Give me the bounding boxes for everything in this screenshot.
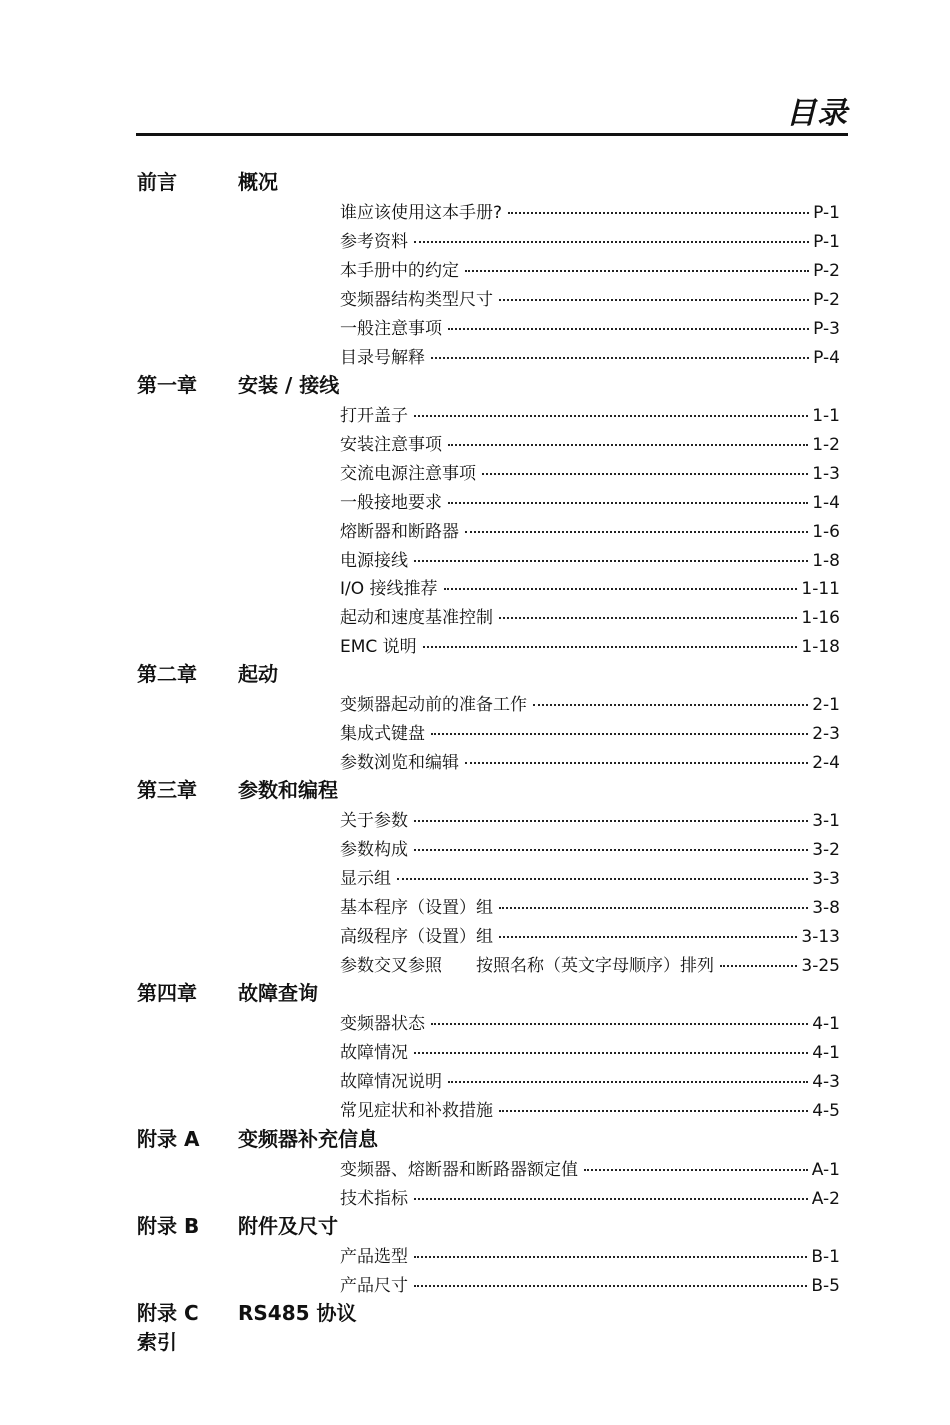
dot-leader: [423, 646, 798, 648]
toc-entry-page: P-2: [813, 289, 840, 310]
toc-entry-title: 参考资料: [340, 231, 408, 252]
toc-entry[interactable]: [340, 401, 840, 425]
toc-entry-title: 一般接地要求: [340, 492, 442, 513]
section-label: 第三章: [137, 778, 197, 802]
dot-leader: [414, 241, 809, 243]
toc-entry-title: 关于参数: [340, 811, 408, 831]
toc-entry-title: 电源接线: [340, 550, 408, 571]
dot-leader: [397, 878, 808, 880]
toc-entry[interactable]: [340, 632, 840, 656]
toc-entry-page: 3-1: [812, 811, 840, 831]
page-title: 目录: [786, 96, 848, 131]
dot-leader: [465, 531, 808, 533]
toc-entry-title: 产品选型: [340, 1247, 408, 1267]
toc-entry-title: 变频器、熔断器和断路器额定值: [340, 1160, 578, 1180]
toc-entry[interactable]: [340, 546, 840, 570]
dot-leader: [720, 965, 797, 967]
toc-entry-title: 起动和速度基准控制: [340, 608, 493, 629]
toc-entry-page: 1-11: [801, 579, 840, 600]
toc-entry-page: 3-25: [801, 955, 840, 976]
dot-leader: [499, 936, 797, 938]
toc-entry-title: 本手册中的约定: [340, 260, 459, 281]
section-header: [0, 658, 950, 686]
dot-leader: [533, 704, 808, 706]
section-header: [0, 977, 950, 1005]
dot-leader: [414, 849, 808, 851]
toc-entry-page: 1-8: [812, 550, 840, 571]
toc-entry-page: P-2: [813, 260, 840, 281]
section-label: 第一章: [137, 373, 197, 397]
toc-entry[interactable]: [340, 864, 840, 888]
dot-leader: [508, 212, 809, 214]
toc-entry[interactable]: [340, 1155, 840, 1179]
dot-leader: [414, 560, 808, 562]
toc-entry[interactable]: [340, 951, 840, 975]
dot-leader: [414, 820, 808, 822]
dot-leader: [465, 270, 809, 272]
section-label: 附录 C: [137, 1301, 199, 1325]
section-header: [0, 1326, 950, 1354]
toc-entry-page: 1-3: [812, 463, 840, 484]
toc-entry[interactable]: [340, 922, 840, 946]
section-title: 故障查询: [238, 981, 318, 1005]
toc-entry-title: 参数构成: [340, 839, 408, 860]
dot-leader: [482, 473, 808, 475]
section-title: 参数和编程: [238, 778, 338, 802]
toc-entry-title: 打开盖子: [340, 406, 408, 426]
section-label: 附录 B: [137, 1214, 200, 1238]
toc-entry[interactable]: [340, 1009, 840, 1033]
toc-entry[interactable]: [340, 835, 840, 859]
dot-leader: [414, 1052, 808, 1054]
dot-leader: [431, 357, 809, 359]
toc-entry-title: 显示组: [340, 868, 391, 889]
toc-entry-page: B-5: [811, 1275, 840, 1296]
toc-entry-title: 参数浏览和编辑: [340, 752, 459, 773]
toc-entry[interactable]: [340, 1271, 840, 1295]
toc-entry-title: 安装注意事项: [340, 434, 442, 455]
toc-entry-title: 故障情况说明: [340, 1071, 442, 1092]
section-header: [0, 1123, 950, 1151]
toc-entry-page: B-1: [811, 1247, 840, 1267]
dot-leader: [431, 733, 808, 735]
toc-entry-page: 4-1: [812, 1014, 840, 1034]
dot-leader: [448, 444, 808, 446]
toc-entry-page: 4-3: [812, 1071, 840, 1092]
toc-entry-page: 1-18: [801, 637, 840, 658]
toc-entry[interactable]: [340, 488, 840, 512]
toc-entry-title: 产品尺寸: [340, 1275, 408, 1296]
toc-entry-title: 熔断器和断路器: [340, 521, 459, 542]
toc-entry-page: 3-13: [801, 926, 840, 947]
dot-leader: [431, 1023, 808, 1025]
toc-entry-page: 4-5: [812, 1100, 840, 1121]
toc-entry[interactable]: [340, 1067, 840, 1091]
toc-entry[interactable]: [340, 227, 840, 251]
toc-entry-page: P-1: [813, 203, 840, 223]
toc-entry[interactable]: [340, 1184, 840, 1208]
dot-leader: [499, 1110, 808, 1112]
toc-entry[interactable]: [340, 314, 840, 338]
toc-entry-title: 常见症状和补救措施: [340, 1100, 493, 1121]
toc-entry[interactable]: [340, 1096, 840, 1120]
dot-leader: [414, 1198, 808, 1200]
toc-entry-page: A-2: [811, 1188, 840, 1209]
section-header: [0, 166, 950, 194]
toc-entry-title: 交流电源注意事项: [340, 463, 476, 484]
toc-entry-page: P-3: [813, 318, 840, 339]
toc-entry-page: P-1: [813, 231, 840, 252]
section-header: [0, 369, 950, 397]
dot-leader: [414, 415, 808, 417]
dot-leader: [414, 1256, 807, 1258]
toc-entry[interactable]: [340, 343, 840, 367]
toc-entry-title: 变频器结构类型尺寸: [340, 289, 493, 310]
toc-entry-title: 集成式键盘: [340, 723, 425, 744]
section-title: 概况: [238, 170, 278, 194]
toc-entry-page: 1-6: [812, 521, 840, 542]
toc-entry[interactable]: [340, 285, 840, 309]
toc-entry[interactable]: [340, 517, 840, 541]
dot-leader: [584, 1169, 808, 1171]
toc-entry-page: 2-4: [812, 752, 840, 773]
toc-entry-title: 高级程序（设置）组: [340, 926, 493, 947]
toc-entry[interactable]: [340, 1038, 840, 1062]
toc-entry-title: 一般注意事项: [340, 318, 442, 339]
toc-entry[interactable]: [340, 198, 840, 222]
toc-entry-page: 1-16: [801, 608, 840, 629]
toc-entry-title: 基本程序（设置）组: [340, 897, 493, 918]
toc-entry[interactable]: [340, 256, 840, 280]
toc-entry-page: 3-8: [812, 897, 840, 918]
dot-leader: [448, 1081, 808, 1083]
section-label: 索引: [137, 1330, 177, 1354]
toc-entry-title: 参数交叉参照 按照名称（英文字母顺序）排列: [340, 955, 714, 976]
section-header: [0, 1210, 950, 1238]
toc-entry-title: 谁应该使用这本手册?: [340, 203, 503, 223]
section-header: [0, 1297, 950, 1325]
section-label: 附录 A: [137, 1127, 200, 1151]
toc-entry[interactable]: [340, 1242, 840, 1266]
dot-leader: [465, 762, 808, 764]
section-label: 前言: [137, 170, 177, 194]
toc-entry[interactable]: [340, 748, 840, 772]
toc-entry[interactable]: [340, 459, 840, 483]
dot-leader: [444, 588, 798, 590]
toc-entry[interactable]: [340, 893, 840, 917]
toc-entry-page: 3-3: [812, 868, 840, 889]
toc-entry-page: A-1: [811, 1160, 840, 1180]
toc-entry-title: 故障情况: [340, 1042, 408, 1063]
toc-entry-page: 1-1: [812, 406, 840, 426]
section-label: 第四章: [137, 981, 197, 1005]
section-header: [0, 774, 950, 802]
dot-leader: [448, 328, 809, 330]
section-label: 第二章: [137, 662, 197, 686]
dot-leader: [499, 907, 808, 909]
toc-entry-page: 2-3: [812, 723, 840, 744]
section-title: 变频器补充信息: [238, 1127, 378, 1151]
toc-entry-page: P-4: [813, 347, 840, 368]
toc-entry-title: 变频器起动前的准备工作: [340, 695, 527, 715]
dot-leader: [499, 299, 809, 301]
dot-leader: [499, 617, 797, 619]
toc-entry-title: EMC 说明: [340, 637, 417, 658]
toc-entry-page: 1-4: [812, 492, 840, 513]
toc-entry-title: 技术指标: [340, 1188, 408, 1209]
section-title: RS485 协议: [238, 1301, 357, 1325]
section-title: 附件及尺寸: [238, 1214, 338, 1238]
toc-entry[interactable]: [340, 719, 840, 743]
dot-leader: [414, 1285, 807, 1287]
toc-entry[interactable]: [340, 430, 840, 454]
dot-leader: [448, 502, 808, 504]
toc-entry-title: I/O 接线推荐: [340, 579, 438, 600]
section-title: 起动: [238, 662, 278, 686]
toc-entry-title: 目录号解释: [340, 347, 425, 368]
toc-entry-page: 4-1: [812, 1042, 840, 1063]
toc-entry-page: 1-2: [812, 434, 840, 455]
toc-entry-title: 变频器状态: [340, 1014, 425, 1034]
section-title: 安装 / 接线: [238, 373, 340, 397]
toc-entry-page: 3-2: [812, 839, 840, 860]
toc-entry[interactable]: [340, 690, 840, 714]
toc-entry[interactable]: [340, 603, 840, 627]
toc-entry[interactable]: [340, 806, 840, 830]
toc-entry[interactable]: [340, 574, 840, 598]
toc-entry-page: 2-1: [812, 695, 840, 715]
